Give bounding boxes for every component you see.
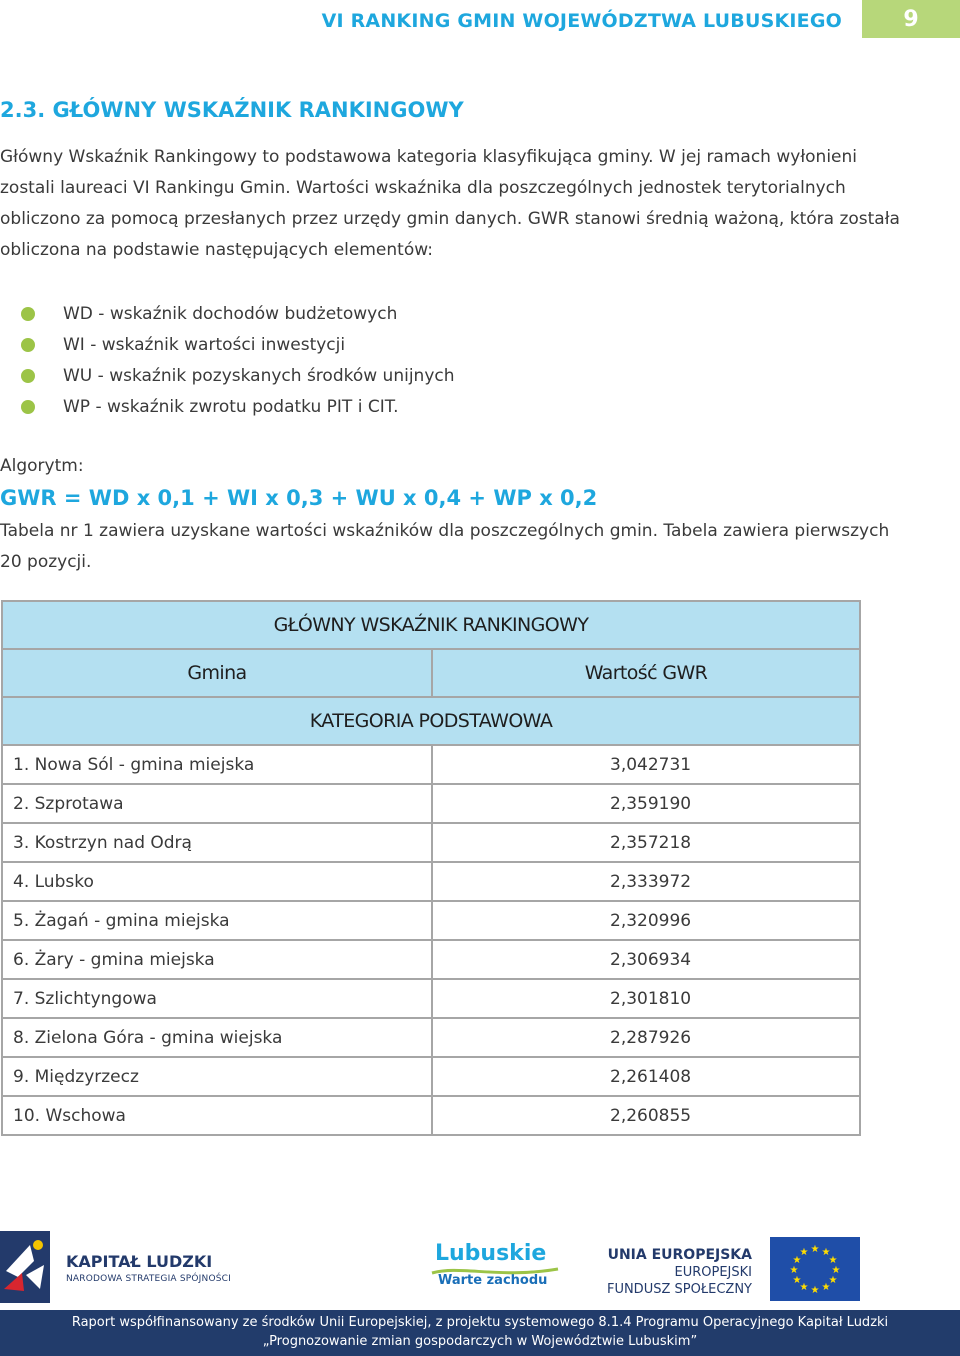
table-row (2, 901, 860, 940)
table-cell-value: 2,306934 (432, 940, 860, 979)
table-title: GŁÓWNY WSKAŹNIK RANKINGOWY (2, 601, 860, 649)
footer-logos (0, 1225, 960, 1305)
table-note: Tabela nr 1 zawiera uzyskane wartości wskaźników dla poszczególnych gmin. Tabela zawiera pierwszych 20 pozycji. (0, 521, 890, 572)
ranking-table (1, 600, 861, 1136)
list-item-text: WU - wskaźnik pozyskanych środków unijnych (63, 365, 455, 386)
header-title: VI RANKING GMIN WOJEWÓDZTWA LUBUSKIEGO (321, 10, 842, 32)
table-row (2, 1096, 860, 1135)
footer-line-1: Raport współfinansowany ze środków Unii Europejskiej, z projektu systemowego 8.1.4 Programu Operacyjnego Kapitał Ludzki (71, 1315, 889, 1330)
table-cell-name: 3. Kostrzyn nad Odrą (2, 823, 432, 862)
list-item-text: WD - wskaźnik dochodów budżetowych (63, 303, 398, 324)
bullet-icon (21, 369, 35, 383)
table-cell-value: 2,357218 (432, 823, 860, 862)
svg-text:★: ★ (831, 1265, 841, 1276)
category-header: KATEGORIA PODSTAWOWA (2, 697, 860, 745)
bullet-icon (21, 400, 35, 414)
section-title: 2.3. GŁÓWNY WSKAŹNIK RANKINGOWY (0, 98, 464, 122)
list-item (0, 329, 455, 360)
table-cell-name: 9. Międzyrzecz (2, 1057, 432, 1096)
table-row (2, 979, 860, 1018)
lubuskie-logo (430, 1239, 560, 1299)
svg-text:★: ★ (789, 1265, 799, 1276)
kapital-ludzki-title: KAPITAŁ LUDZKI (66, 1252, 213, 1271)
svg-text:★: ★ (821, 1282, 831, 1293)
table-cell-value: 2,260855 (432, 1096, 860, 1135)
ue-line-3: FUNDUSZ SPOŁECZNY (606, 1282, 752, 1297)
table-cell-name: 2. Szprotawa (2, 784, 432, 823)
footer-line-2: „Prognozowanie zmian gospodarczych w Województwie Lubuskim” (262, 1334, 698, 1349)
svg-text:★: ★ (810, 1285, 820, 1296)
table-row (2, 1018, 860, 1057)
column-header-gmina: Gmina (2, 649, 432, 697)
kapital-ludzki-subtitle: NARODOWA STRATEGIA SPÓJNOŚCI (66, 1274, 231, 1284)
list-item-text: WI - wskaźnik wartości inwestycji (63, 334, 346, 355)
svg-text:★: ★ (828, 1255, 838, 1266)
list-item (0, 298, 455, 329)
intro-paragraph: Główny Wskaźnik Rankingowy to podstawowa kategoria klasyfikująca gminy. W jej ramach wyłonieni zostali laureaci VI Rankingu Gmin. Wartości wskaźnika dla poszczególnych jednostek terytorialnych obliczono za pomocą przesłanych przez urzędy gmin danych. GWR stanowi średnią ważoną, która została obliczona na podstawie następujących elementów: (0, 147, 900, 260)
page-number: 9 (862, 0, 960, 38)
table-cell-name: 1. Nowa Sól - gmina miejska (2, 745, 432, 784)
table-cell-value: 2,287926 (432, 1018, 860, 1057)
table-row (2, 862, 860, 901)
svg-text:★: ★ (792, 1275, 802, 1286)
table-cell-value: 2,333972 (432, 862, 860, 901)
table-cell-value: 2,320996 (432, 901, 860, 940)
list-item-text: WP - wskaźnik zwrotu podatku PIT i CIT. (63, 396, 399, 417)
table-row (2, 1057, 860, 1096)
ue-line-1: UNIA EUROPEJSKA (607, 1247, 752, 1263)
svg-text:★: ★ (799, 1282, 809, 1293)
table-cell-name: 10. Wschowa (2, 1096, 432, 1135)
kapital-ludzki-logo-icon (0, 1231, 50, 1303)
ue-text (607, 1247, 752, 1298)
footer-bar (0, 1310, 960, 1356)
table-row (2, 823, 860, 862)
bullet-icon (21, 338, 35, 352)
table-cell-value: 2,359190 (432, 784, 860, 823)
svg-text:★: ★ (828, 1275, 838, 1286)
svg-text:★: ★ (810, 1244, 820, 1255)
table-row (2, 745, 860, 784)
table-cell-name: 8. Zielona Góra - gmina wiejska (2, 1018, 432, 1057)
table-cell-name: 6. Żary - gmina miejska (2, 940, 432, 979)
lubuskie-title: Lubuskie (435, 1241, 547, 1266)
ue-line-2: EUROPEJSKI (674, 1265, 752, 1280)
svg-text:★: ★ (821, 1247, 831, 1258)
lubuskie-subtitle: Warte zachodu (438, 1273, 548, 1288)
table-row (2, 940, 860, 979)
indicator-list (0, 298, 455, 422)
table-cell-name: 7. Szlichtyngowa (2, 979, 432, 1018)
algorithm-label: Algorytm: (0, 456, 84, 476)
table-cell-value: 2,301810 (432, 979, 860, 1018)
table-cell-name: 5. Żagań - gmina miejska (2, 901, 432, 940)
algorithm-formula: GWR = WD x 0,1 + WI x 0,3 + WU x 0,4 + WP x 0,2 (0, 486, 598, 510)
list-item (0, 360, 455, 391)
eu-flag-icon (770, 1237, 860, 1301)
table-row (2, 784, 860, 823)
svg-text:★: ★ (792, 1255, 802, 1266)
table-cell-name: 4. Lubsko (2, 862, 432, 901)
lubuskie-wave-icon (430, 1265, 560, 1277)
bullet-icon (21, 307, 35, 321)
list-item (0, 391, 455, 422)
column-header-value: Wartość GWR (432, 649, 860, 697)
svg-text:★: ★ (799, 1247, 809, 1258)
table-cell-value: 3,042731 (432, 745, 860, 784)
table-cell-value: 2,261408 (432, 1057, 860, 1096)
